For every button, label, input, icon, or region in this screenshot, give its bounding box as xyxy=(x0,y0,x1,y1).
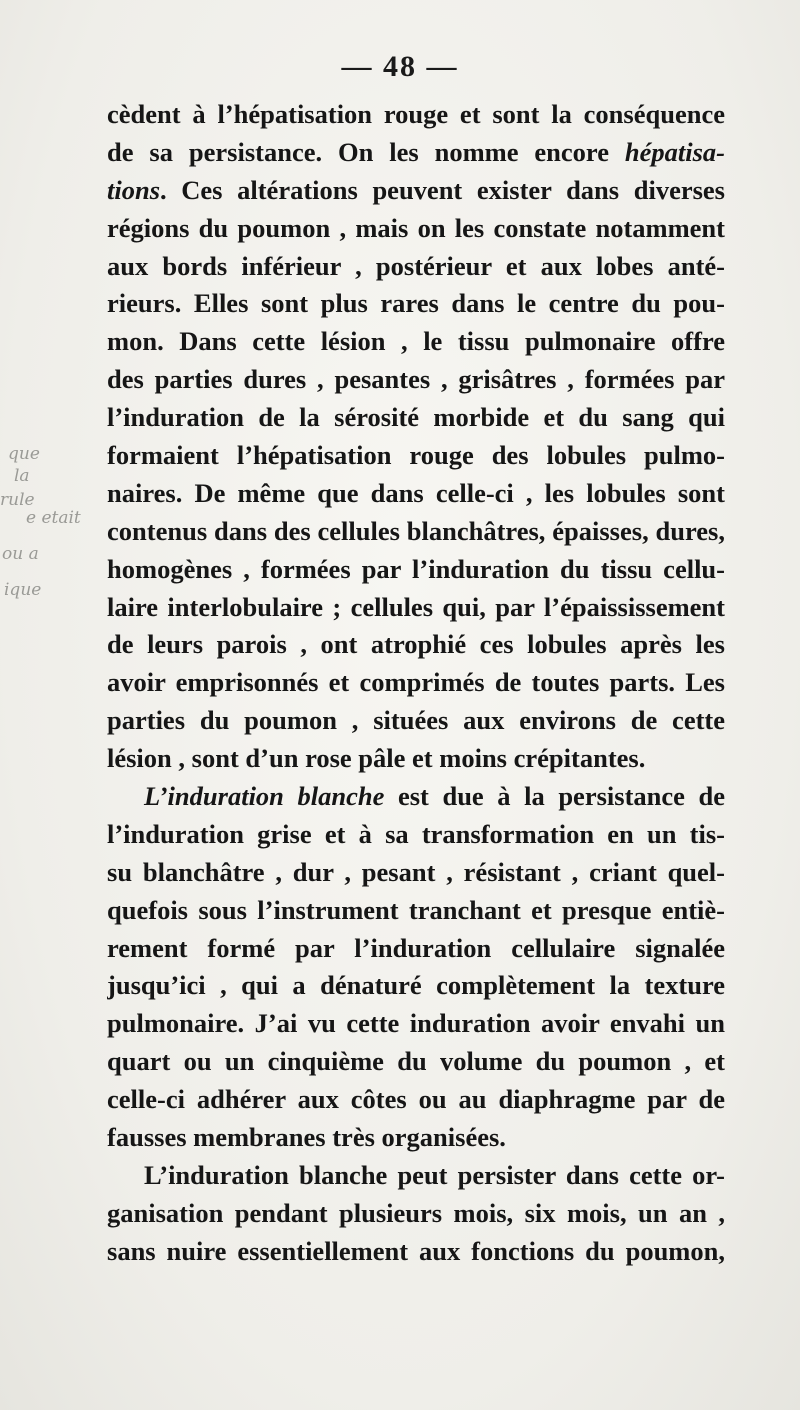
text-segment: régions du poumon , mais on les constate notamment xyxy=(107,212,725,243)
text-line xyxy=(107,967,725,1005)
text-line xyxy=(107,702,725,740)
italic-text: L’induration blanche xyxy=(144,781,385,812)
text-line xyxy=(107,1233,725,1271)
text-line xyxy=(107,1157,725,1195)
text-segment: parties du poumon , situées aux environs de cette xyxy=(107,705,725,736)
text-segment: naires. De même que dans celle-ci , les lobules sont xyxy=(107,477,725,508)
text-line xyxy=(107,210,725,248)
text-segment: quefois sous l’instrument tranchant et presque entiè- xyxy=(107,894,725,925)
text-segment: rieurs. Elles sont plus rares dans le centre du pou- xyxy=(107,288,725,319)
text-line xyxy=(107,323,725,361)
text-line xyxy=(107,930,725,968)
text-segment: cèdent à l’hépatisation rouge et sont la conséquence xyxy=(107,99,725,129)
margin-note: e etait xyxy=(26,508,81,528)
text-segment: contenus dans des cellules blanchâtres, épaisses, dures, xyxy=(107,515,725,546)
text-line xyxy=(107,551,725,589)
body-text xyxy=(107,96,725,1271)
margin-note: que xyxy=(8,444,40,464)
text-segment: l’induration de la sérosité morbide et du sang qui xyxy=(107,402,725,433)
italic-text: tions xyxy=(107,174,161,205)
text-segment: rement formé par l’induration cellulaire signalée xyxy=(107,932,725,963)
text-line xyxy=(107,134,725,172)
text-line xyxy=(107,1043,725,1081)
text-segment: su blanchâtre , dur , pesant , résistant , criant quel- xyxy=(107,856,725,887)
text-segment: L’induration blanche peut persister dans cette or- xyxy=(144,1159,725,1190)
text-segment: celle-ci adhérer aux côtes ou au diaphragme par de xyxy=(107,1084,725,1115)
text-segment: jusqu’ici , qui a dénaturé complètement la texture xyxy=(107,970,725,1001)
text-line xyxy=(107,626,725,664)
margin-note: rule xyxy=(0,490,35,510)
text-segment: de sa persistance. On les nomme encore xyxy=(107,136,625,167)
text-segment: des parties dures , pesantes , grisâtres , formées par xyxy=(107,364,725,395)
text-line xyxy=(107,285,725,323)
text-segment: aux bords inférieur , postérieur et aux lobes anté- xyxy=(107,250,725,281)
text-line xyxy=(107,1119,725,1157)
text-line xyxy=(107,816,725,854)
margin-note: ou a xyxy=(2,544,39,564)
italic-text: hépatisa- xyxy=(624,136,725,167)
text-segment: formaient l’hépatisation rouge des lobules pulmo- xyxy=(107,440,725,471)
margin-note: la xyxy=(14,466,30,486)
text-line xyxy=(107,475,725,513)
margin-annotations xyxy=(0,430,100,630)
text-line xyxy=(107,361,725,399)
text-segment: homogènes , formées par l’induration du tissu cellu- xyxy=(107,553,725,584)
text-line xyxy=(107,172,725,210)
text-segment: sans nuire essentiellement aux fonctions du poumon, xyxy=(107,1235,725,1266)
text-line xyxy=(107,399,725,437)
margin-note: ique xyxy=(4,580,42,600)
text-segment: mon. Dans cette lésion , le tissu pulmonaire offre xyxy=(107,326,725,357)
text-segment: laire interlobulaire ; cellules qui, par l’épaississement xyxy=(107,591,725,622)
text-line xyxy=(107,1005,725,1043)
text-line xyxy=(107,892,725,930)
text-segment: de leurs parois , ont atrophié ces lobules après les xyxy=(107,629,725,660)
text-segment: . Ces altérations peuvent exister dans diverses xyxy=(160,174,725,205)
page-number: — 48 — xyxy=(341,50,459,83)
text-segment: est due à la persistance de xyxy=(384,781,725,812)
text-line xyxy=(107,437,725,475)
text-line xyxy=(107,96,725,134)
text-line xyxy=(107,778,725,816)
text-line xyxy=(107,589,725,627)
text-segment: fausses membranes très organisées. xyxy=(107,1122,506,1153)
text-segment: lésion , sont d’un rose pâle et moins crépitantes. xyxy=(107,743,646,774)
text-segment: avoir emprisonnés et comprimés de toutes parts. Les xyxy=(107,667,725,698)
text-segment: quart ou un cinquième du volume du poumon , et xyxy=(107,1046,725,1077)
text-line xyxy=(107,513,725,551)
text-line xyxy=(107,1081,725,1119)
text-segment: pulmonaire. J’ai vu cette induration avoir envahi un xyxy=(107,1008,725,1039)
text-line xyxy=(107,740,725,778)
text-line xyxy=(107,664,725,702)
text-line xyxy=(107,248,725,286)
text-segment: ganisation pendant plusieurs mois, six mois, un an , xyxy=(107,1197,725,1228)
text-line xyxy=(107,1195,725,1233)
text-line xyxy=(107,854,725,892)
text-segment: l’induration grise et à sa transformation en un tis- xyxy=(107,818,725,849)
